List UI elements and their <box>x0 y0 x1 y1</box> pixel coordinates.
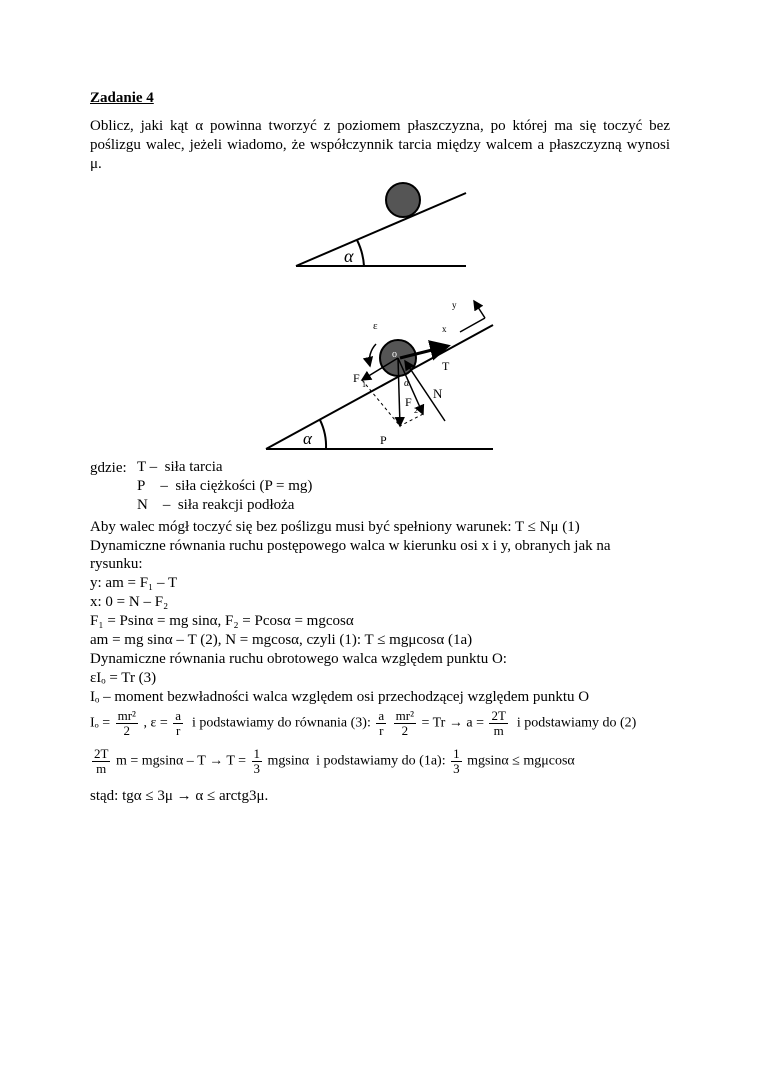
text-line: stąd: tgα ≤ 3μ → α ≤ arctg3μ. <box>90 788 269 804</box>
legend-intro: gdzie: <box>90 460 127 476</box>
text-line: Aby walec mógł toczyć się bez poślizgu musi być spełniony warunek: T ≤ Nμ (1) <box>90 519 580 535</box>
text-line: am = mg sinα – T (2), N = mgcosα, czyli (1): T ≤ mgμcosα (1a) <box>90 632 473 648</box>
text-line: Iₒ – moment bezwładności walca względem osi przechodzącej względem punktu O <box>90 689 590 705</box>
angle-label: α <box>303 429 312 448</box>
fraction: $\frac{1}{3}$ <box>253 746 261 776</box>
text-line: y: am = F₁ – T <box>90 575 178 591</box>
text-line: Dynamiczne równania ruchu obrotowego walca względem punktu O: <box>90 651 507 667</box>
fraction: $\frac{2T}{m}$ <box>491 708 506 738</box>
task-description: Oblicz, jaki kąt α powinna tworzyć z poziomem płaszczyzna, po której ma się toczyć bez poślizgu walec, jeżeli wiadomo, że współczynnik tarcia między walcem a płaszczyzną wynosi μ. <box>90 118 670 172</box>
task-title: Zadanie 4 <box>90 90 154 106</box>
fraction: $\frac{1}{3}$ <box>453 746 460 776</box>
axis-y-arrow <box>474 301 485 318</box>
dashed-line <box>400 414 423 426</box>
incline-line <box>266 325 493 449</box>
rotation-arrow <box>369 344 376 366</box>
cylinder <box>386 183 420 217</box>
F1-label: F <box>353 371 360 385</box>
text-line: Dynamiczne równania ruchu postępowego walca w kierunku osi x i y, obranych jak na <box>90 538 611 554</box>
T-label: T <box>442 359 450 373</box>
equation-line: Iₒ = $\frac{\text{mr²}}{2}$ , ε = $\frac{a}{r}$ i podstawiamy do równania (3): $\frac{a}{r}$ $\frac{\text{mr²}}{2}$ = Tr → a = $\frac{2T}{m}$ i podstawiamy do (2) <box>90 708 637 738</box>
angle-arc <box>357 240 364 266</box>
P-label: P <box>380 433 387 447</box>
incline-line <box>296 193 466 266</box>
F1-sub: 1 <box>362 380 366 389</box>
N-label: N <box>433 386 443 401</box>
center-label: o <box>392 349 397 360</box>
fraction: $\frac{2T}{m}$ <box>94 746 109 776</box>
angle-label: α <box>344 246 354 266</box>
figure-incline-simple <box>290 178 475 273</box>
F2-label: F <box>405 395 412 409</box>
legend-item: N – siła reakcji podłoża <box>137 497 295 513</box>
fraction: $\frac{\text{mr²}}{2}$ <box>117 708 136 738</box>
fraction: $\frac{\text{mr²}}{2}$ <box>395 708 414 738</box>
y-axis-label: y <box>452 300 457 310</box>
epsilon-label: ε <box>373 320 378 332</box>
legend-item: P – siła ciężkości (P = mg) <box>137 478 313 494</box>
figure-force-diagram <box>260 296 500 456</box>
equation-line: $\frac{2T}{m}$ m = mgsinα – T → T = $\frac{1}{3}$ mgsinα i podstawiamy do (1a): $\frac{1}{3}$ mgsinα ≤ mgμcosα <box>94 746 575 776</box>
text-line: εIₒ = Tr (3) <box>90 670 157 686</box>
text-line: F₁ = Psinα = mg sinα, F₂ = Pcosα = mgcosα <box>90 613 354 629</box>
text-line: rysunku: <box>90 556 143 572</box>
text-line: x: 0 = N – F₂ <box>90 594 169 610</box>
legend-item: T – siła tarcia <box>137 459 223 475</box>
F2-sub: 2 <box>414 406 418 415</box>
axis-x-line <box>460 318 485 332</box>
fraction: $\frac{a}{r}$ <box>175 708 181 738</box>
x-axis-label: x <box>442 324 447 334</box>
angle-arc <box>320 420 326 449</box>
angle-small-label: α <box>404 378 410 389</box>
fraction: $\frac{a}{r}$ <box>378 708 385 738</box>
